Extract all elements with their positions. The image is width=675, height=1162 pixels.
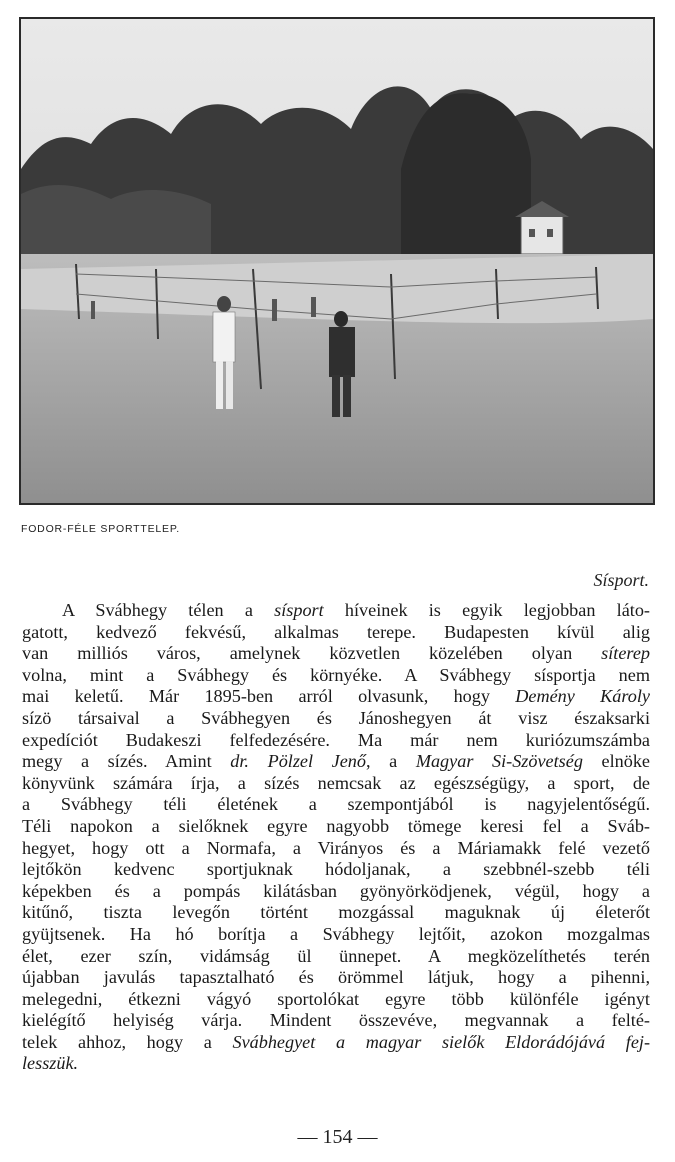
text-segment: kielégítő helyiség várja. Mindent összevéve, megvannak a felté-	[22, 1010, 650, 1031]
text-segment: A Svábhegy télen a	[62, 600, 275, 620]
text-line	[22, 838, 650, 860]
text-segment: gyüjtsenek. Ha hó borítja a Svábhegy lejtőit, azokon mozgalmas	[22, 923, 650, 944]
text-segment: képekben és a pompás kilátásban gyönyörködjenek, végül, hogy a	[22, 880, 650, 901]
text-line	[22, 643, 650, 665]
text-line	[22, 600, 650, 622]
italic-text: Svábhegyet a magyar sielők Eldorádójává fej-	[232, 1031, 650, 1052]
text-segment: expedíciót Budakeszi felfedezésére. Ma már nem kuriózumszámba	[22, 729, 650, 750]
italic-text: síterep	[601, 643, 650, 664]
text-line	[22, 881, 650, 903]
italic-text: sísport	[274, 600, 324, 620]
text-line	[22, 816, 650, 838]
text-segment: a Svábhegy téli életének a szempontjából is nagyjelentőségű.	[22, 794, 650, 815]
text-line	[22, 622, 650, 644]
photo-sports-ground	[19, 17, 655, 505]
text-segment: újabban javulás tapasztalható és örömmel látjuk, hogy a pihenni,	[22, 967, 650, 988]
text-line	[22, 708, 650, 730]
italic-text: Demény Károly	[515, 686, 650, 707]
text-line	[22, 1010, 650, 1032]
text-line	[22, 773, 650, 795]
section-title: Sísport.	[593, 570, 649, 590]
text-segment: volna, mint a Svábhegy és környéke. A Svábhegy sísportja nem	[22, 664, 650, 685]
italic-text: dr. Pölzel Jenő	[230, 751, 366, 772]
text-line	[22, 751, 650, 773]
text-line	[22, 794, 650, 816]
text-segment: hegyet, hogy ott a Normafa, a Virányos és a Máriamakk felé vezető	[22, 837, 650, 858]
text-line	[22, 1032, 650, 1054]
photo-caption: FODOR-FÉLE SPORTTELEP.	[21, 523, 180, 535]
text-segment: elnöke	[582, 751, 651, 772]
text-segment: gatott, kedvező fekvésű, alkalmas terepe. Budapesten kívül alig	[22, 621, 650, 642]
text-segment: könyvünk számára írja, a sízés nemcsak az egészségügy, a sport, de	[22, 772, 650, 793]
text-line	[22, 946, 650, 968]
italic-text: lesszük.	[22, 1053, 79, 1074]
text-line	[22, 730, 650, 752]
text-segment: sízö társaival a Svábhegyen és Jánoshegyen át visz északsarki	[22, 707, 650, 728]
text-line	[22, 967, 650, 989]
text-line	[22, 665, 650, 687]
text-line	[22, 924, 650, 946]
text-segment: lejtőkön kedvenc sportjuknak hódoljanak, a szebbnél-szebb téli	[22, 859, 650, 880]
text-segment: mai keletű. Már 1895-ben arról olvasunk, hogy	[22, 686, 516, 707]
italic-text: Magyar Si-Szövetség	[415, 751, 583, 772]
text-segment: híveinek is egyik legjobban láto-	[323, 600, 650, 620]
text-segment: van milliós város, amelynek közvetlen közelében olyan	[22, 643, 602, 664]
text-segment: kitűnő, tiszta levegőn történt mozgással maguknak új életerőt	[22, 902, 650, 923]
text-segment: melegedni, étkezni vágyó sportolókat egyre több különféle igényt	[22, 988, 650, 1009]
text-line	[22, 1053, 650, 1075]
text-segment: megy a sízés. Amint	[22, 751, 231, 772]
photo-illustration	[21, 19, 653, 503]
body-paragraph	[22, 600, 650, 1075]
text-segment: , a	[365, 751, 416, 772]
text-line	[22, 989, 650, 1011]
text-line	[22, 686, 650, 708]
text-line	[22, 902, 650, 924]
page-number: — 154 —	[297, 1126, 378, 1148]
text-segment: Téli napokon a sielőknek egyre nagyobb tömege keresi fel a Sváb-	[22, 815, 650, 836]
text-line	[22, 859, 650, 881]
text-segment: telek ahhoz, hogy a	[22, 1031, 233, 1052]
text-segment: élet, ezer szín, vidámság ül ünnepet. A megközelíthetés terén	[22, 945, 650, 966]
